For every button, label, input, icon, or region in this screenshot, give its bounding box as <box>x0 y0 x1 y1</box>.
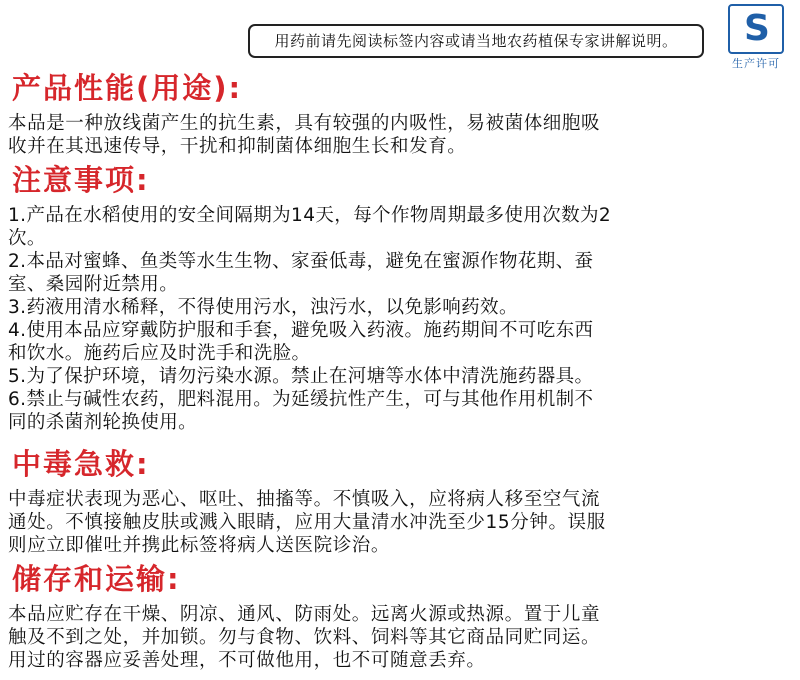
precaution-line: 室、桑园附近禁用。 <box>8 274 179 295</box>
precaution-line: 3.药液用清水稀释，不得使用污水，浊污水，以免影响药效。 <box>8 297 518 318</box>
precaution-line: 和饮水。施药后应及时洗手和洗脸。 <box>8 343 311 364</box>
usage-notice-box <box>248 24 704 58</box>
precautions-list <box>8 204 792 434</box>
first-aid-title: 中毒急救: <box>12 447 150 481</box>
precaution-line: 次。 <box>8 228 46 249</box>
precaution-line: 4.使用本品应穿戴防护服和手套，避免吸入药液。施药期间不可吃东西 <box>8 320 594 341</box>
precaution-line: 6.禁止与碱性农药，肥料混用。为延缓抗性产生，可与其他作用机制不 <box>8 389 594 410</box>
first-aid-line: 中毒症状表现为恶心、呕吐、抽搐等。不慎吸入，应将病人移至空气流 <box>8 489 601 510</box>
precaution-line: 1.产品在水稻使用的安全间隔期为14天，每个作物周期最多使用次数为2 <box>8 205 612 226</box>
first-aid-line: 通处。不慎接触皮肤或溅入眼睛，应用大量清水冲洗至少15分钟。误服 <box>8 512 606 533</box>
qs-s-icon: S <box>744 8 770 49</box>
storage-line: 用过的容器应妥善处理，不可做他用，也不可随意丢弃。 <box>8 650 486 671</box>
storage-title: 储存和运输: <box>12 562 181 596</box>
storage-line: 本品应贮存在干燥、阴凉、通风、防雨处。远离火源或热源。置于儿童 <box>8 604 601 625</box>
performance-line: 收并在其迅速传导，干扰和抑制菌体细胞生长和发育。 <box>8 136 467 157</box>
qs-badge-icon <box>728 4 784 54</box>
usage-notice-text: 用药前请先阅读标签内容或请当地农药植保专家讲解说明。 <box>274 32 678 50</box>
storage-line: 触及不到之处，并加锁。勿与食物、饮料、饲料等其它商品同贮同运。 <box>8 627 601 648</box>
precaution-line: 2.本品对蜜蜂、鱼类等水生生物、家蚕低毒，避免在蜜源作物花期、蚕 <box>8 251 594 272</box>
qs-logo <box>724 4 788 70</box>
performance-line: 本品是一种放线菌产生的抗生素，具有较强的内吸性，易被菌体细胞吸 <box>8 113 601 134</box>
first-aid-line: 则应立即催吐并携此标签将病人送医院诊治。 <box>8 535 391 556</box>
precaution-line: 5.为了保护环境，请勿污染水源。禁止在河塘等水体中清洗施药器具。 <box>8 366 594 387</box>
precautions-title: 注意事项: <box>12 163 150 197</box>
precaution-line: 同的杀菌剂轮换使用。 <box>8 412 198 433</box>
label-content <box>8 70 792 672</box>
qs-logo-caption: 生产许可 <box>732 57 780 70</box>
performance-title: 产品性能(用途): <box>12 71 243 105</box>
